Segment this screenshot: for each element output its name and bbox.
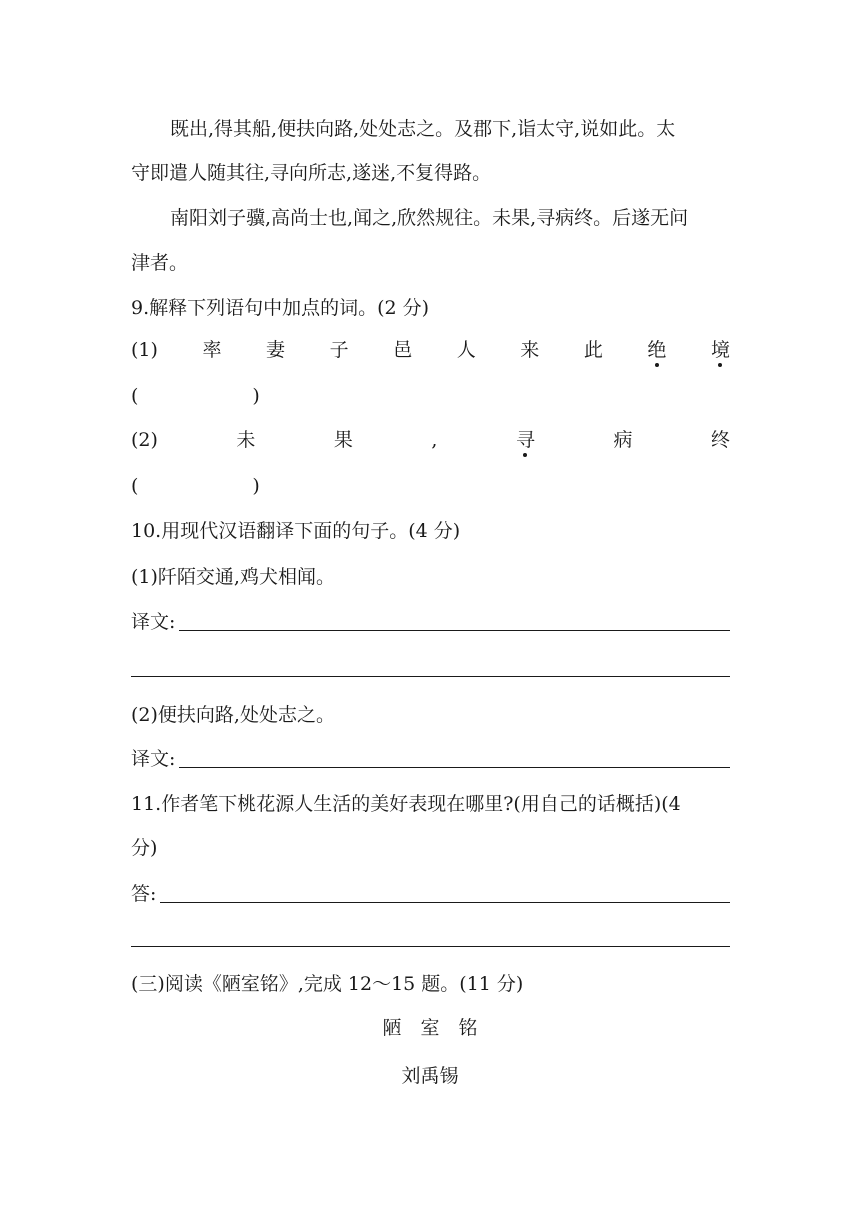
- q9-item2-char: 病: [613, 429, 633, 451]
- q10-answer-line-2[interactable]: [179, 767, 730, 768]
- question-11-title-line1: 11.作者笔下桃花源人生活的美好表现在哪里?(用自己的话概括)(4: [131, 793, 681, 815]
- question-10-title: 10.用现代汉语翻译下面的句子。(4 分): [131, 520, 461, 542]
- question-9-title: 9.解释下列语句中加点的词。(2 分): [131, 297, 430, 319]
- q9-item1-char: 人: [456, 339, 476, 361]
- passage-p2-line1: 南阳刘子骥,高尚士也,闻之,欣然规往。未果,寻病终。后遂无问: [170, 207, 689, 229]
- q10-answer-line-1[interactable]: [179, 630, 730, 631]
- q9-item2-char: 未: [236, 429, 256, 451]
- passage-p1-line2: 守即遣人随其往,寻向所志,遂迷,不复得路。: [131, 162, 492, 184]
- section-3-intro: (三)阅读《陋室铭》,完成 12～15 题。(11 分): [131, 973, 524, 995]
- q10-answer-line-1b[interactable]: [131, 676, 730, 677]
- q9-item1-char: 率: [202, 339, 222, 361]
- passage-p2-line2: 津者。: [131, 252, 189, 274]
- q10-answer-label-1: 译文:: [131, 611, 176, 633]
- q9-item2-char: ,: [431, 429, 438, 451]
- q9-item2-char: (2): [131, 429, 158, 451]
- q9-item1-char: 子: [329, 339, 349, 361]
- q11-answer-line-1[interactable]: [160, 902, 730, 903]
- q9-item1-dotted-char: 绝: [647, 339, 667, 361]
- question-9-item1: [131, 338, 730, 362]
- q9-item2-char: 果: [333, 429, 353, 451]
- poem-author: 刘禹锡: [401, 1065, 459, 1087]
- q9-item1-char: 邑: [393, 339, 413, 361]
- q10-sentence-1: (1)阡陌交通,鸡犬相闻。: [131, 566, 335, 588]
- q9-item2-char: 终: [710, 429, 730, 451]
- q10-answer-label-2: 译文:: [131, 748, 176, 770]
- q10-sentence-2: (2)便扶向路,处处志之。: [131, 704, 335, 726]
- q9-item1-char: 妻: [266, 339, 286, 361]
- q9-item1-answer-blank[interactable]: ( ): [131, 385, 260, 407]
- question-9-item2: [131, 428, 730, 452]
- q9-item1-dotted-char: 境: [710, 339, 730, 361]
- q11-answer-line-2[interactable]: [131, 946, 730, 947]
- q9-item1-char: (1): [131, 339, 158, 361]
- q11-answer-label: 答:: [131, 883, 157, 905]
- poem-title: 陋 室 铭: [382, 1017, 478, 1039]
- q9-item1-char: 此: [583, 339, 603, 361]
- q9-item2-dotted-char: 寻: [515, 429, 535, 451]
- q9-item2-answer-blank[interactable]: ( ): [131, 475, 260, 497]
- passage-p1-line1: 既出,得其船,便扶向路,处处志之。及郡下,诣太守,说如此。太: [170, 118, 676, 140]
- q9-item1-char: 来: [520, 339, 540, 361]
- question-11-title-line2: 分): [131, 837, 158, 859]
